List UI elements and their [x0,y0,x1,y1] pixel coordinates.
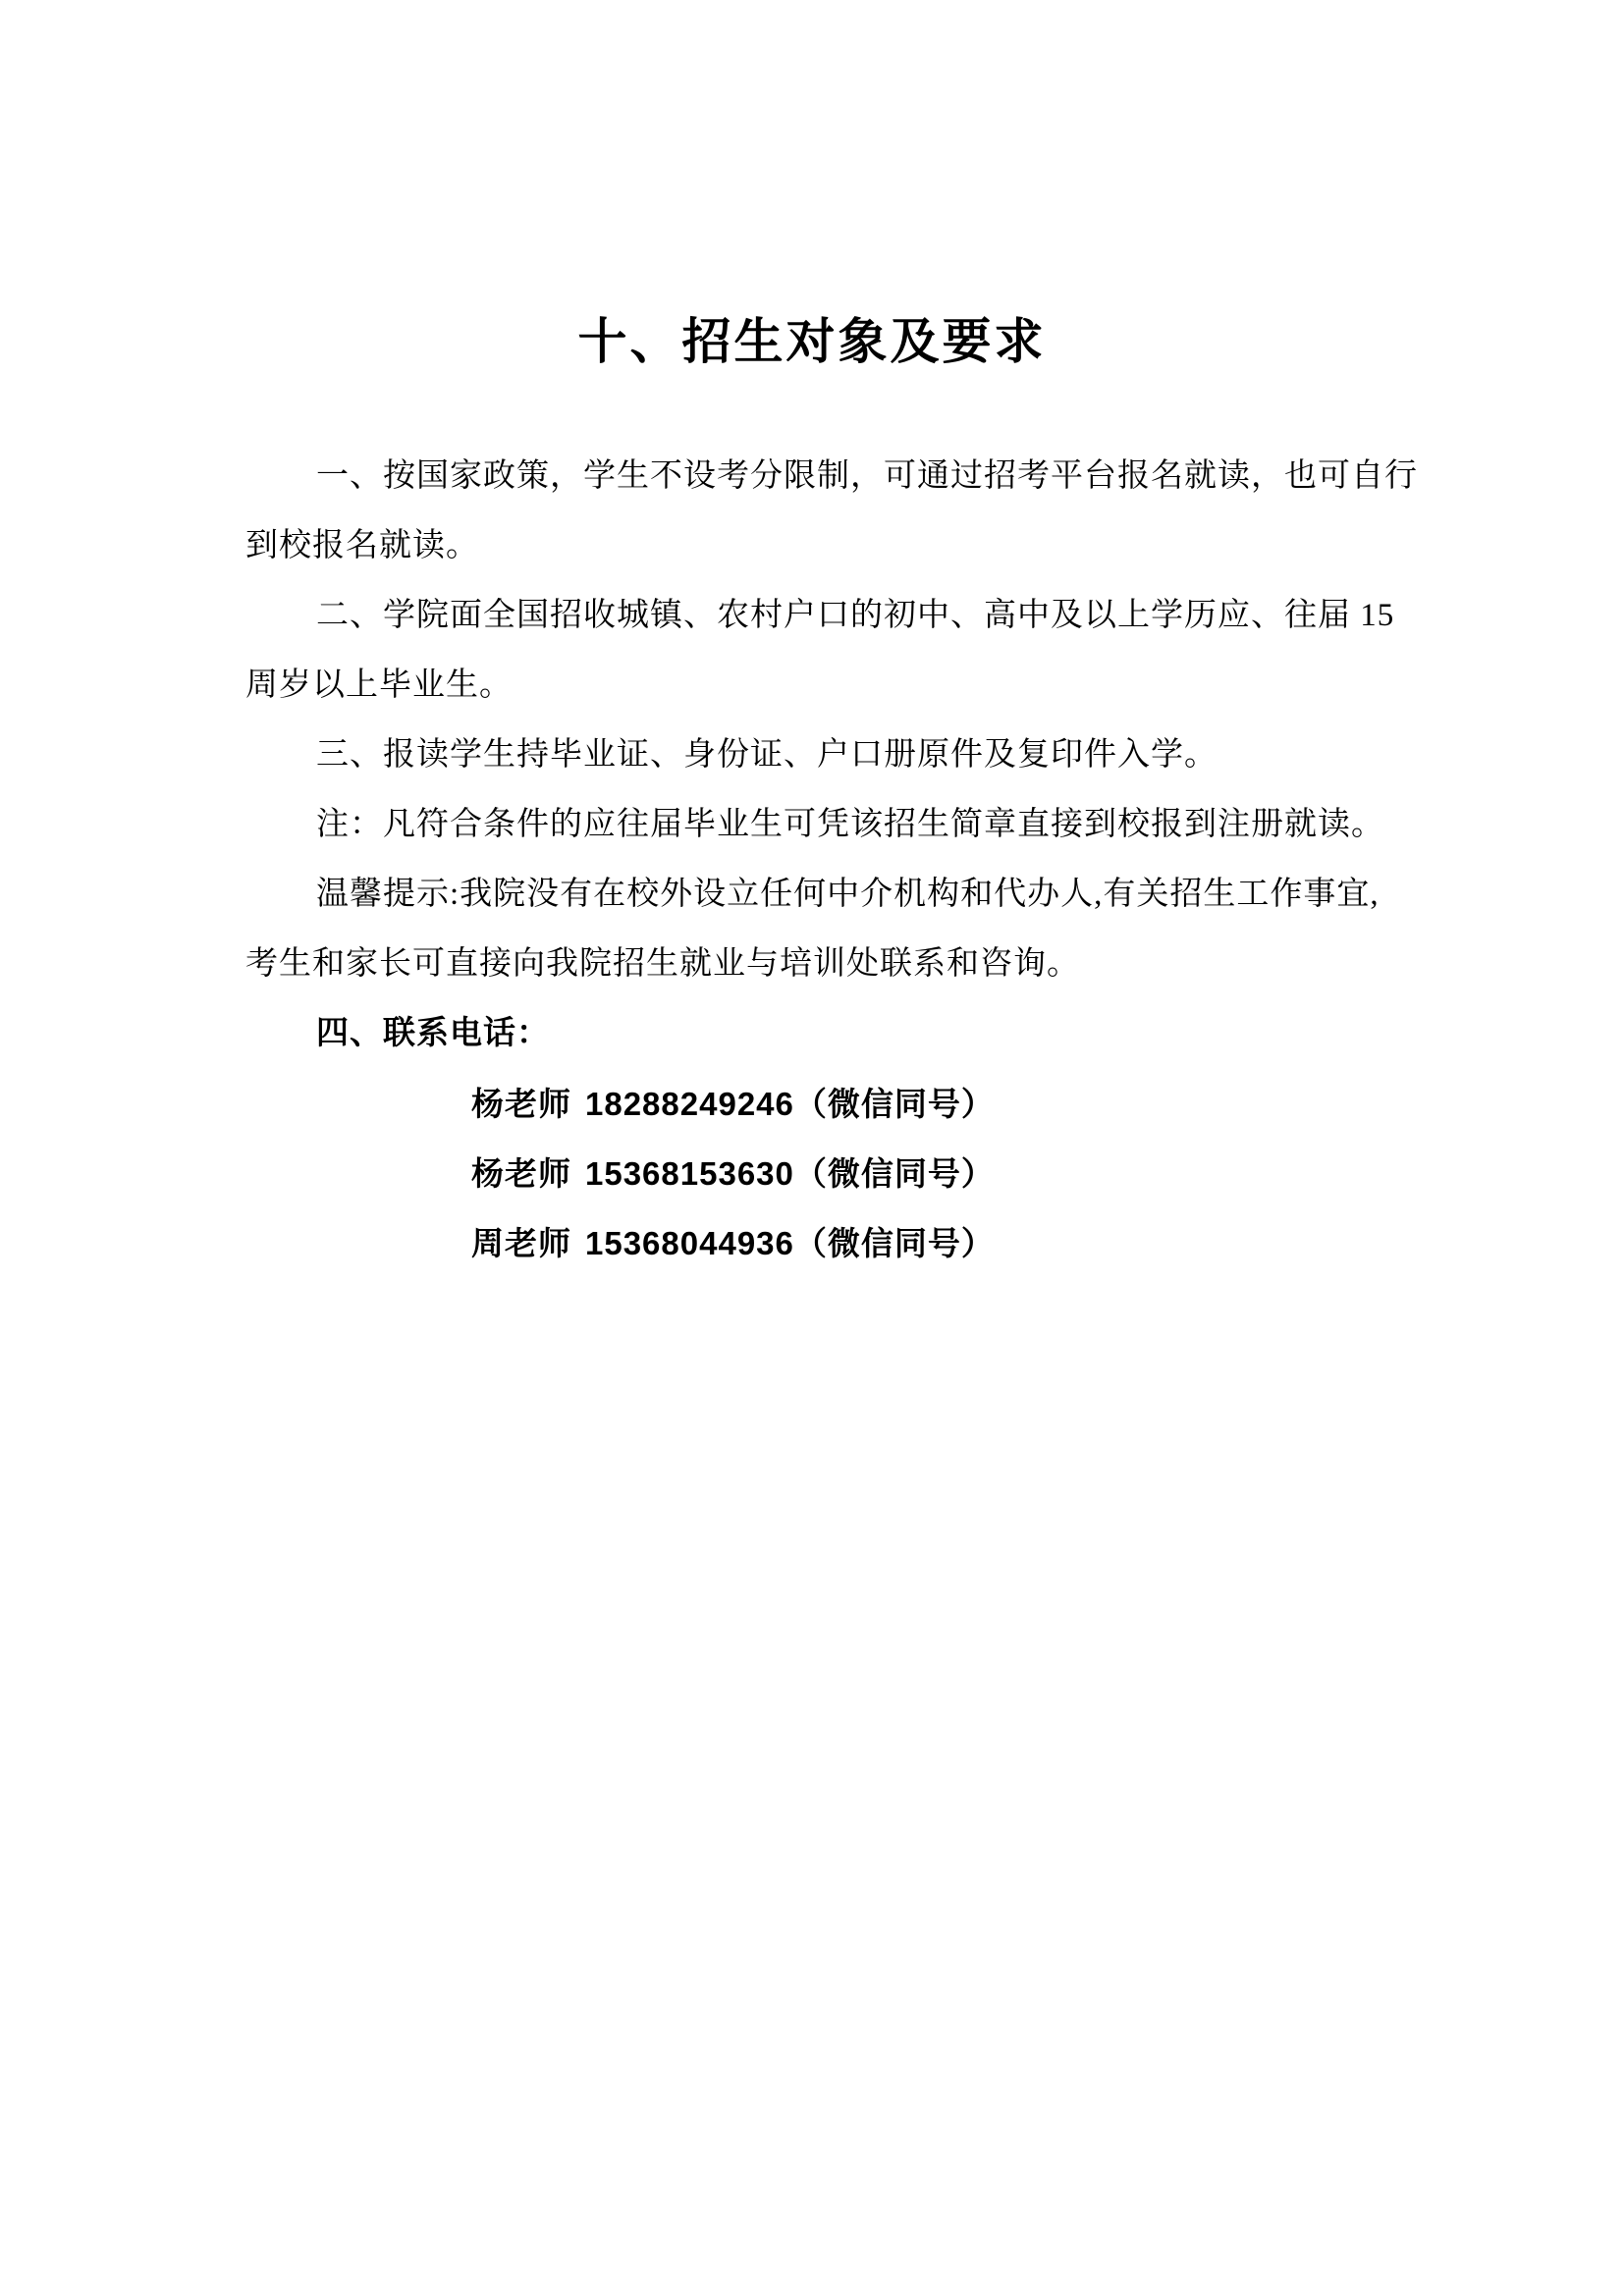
paragraph2-line2: 周岁以上毕业生。 [245,667,513,703]
contact-phone-number: 15368044936 [585,1225,794,1261]
tip-line2: 考生和家长可直接向我院招生就业与培训处联系和咨询。 [245,946,1080,982]
document-body [245,442,1418,1278]
contact-entry-1 [245,1069,1379,1139]
paragraph1-line2: 到校报名就读。 [245,528,479,563]
contact-wechat-note: （微信同号） [793,1088,995,1123]
note-line: 注：凡符合条件的应往届毕业生可凭该招生简章直接到校报到注册就读。 [316,807,1384,842]
contact-entry-2 [245,1139,1379,1208]
paragraph2-line1: 二、学院面全国招收城镇、农村户口的初中、高中及以上学历应、往届 15 [316,598,1395,633]
tip-line1: 温馨提示:我院没有在校外设立任何中介机构和代办人,有关招生工作事宜, [316,877,1380,912]
page-title: 十、招生对象及要求 [577,314,1047,369]
contact-name: 周老师 [471,1227,571,1262]
contacts-heading: 四、联系电话： [316,1016,550,1051]
contact-name: 杨老师 [471,1088,571,1123]
contact-entry-3 [245,1208,1379,1278]
contact-phone-number: 18288249246 [585,1086,794,1122]
paragraph3-line1: 三、报读学生持毕业证、身份证、户口册原件及复印件入学。 [316,737,1218,773]
contact-phone-number: 15368153630 [585,1155,794,1192]
contact-wechat-note: （微信同号） [793,1227,995,1262]
contact-name: 杨老师 [471,1157,571,1193]
paragraph1-line1: 一、按国家政策，学生不设考分限制，可通过招考平台报名就读，也可自行 [316,458,1418,494]
contact-wechat-note: （微信同号） [793,1157,995,1193]
